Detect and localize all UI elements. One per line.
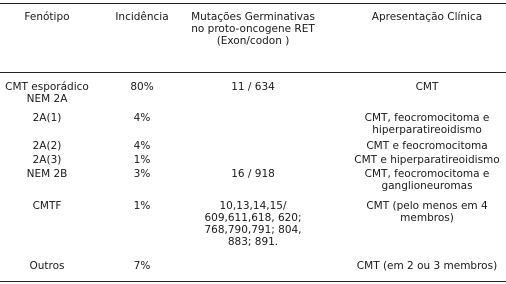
table-row-6-phenotype: CMTF [32, 200, 62, 212]
table-row-1-phenotype: CMT esporádico NEM 2A [5, 81, 89, 105]
table-row-7-incidence: 7% [133, 260, 151, 272]
table-row-5-mutations: 16 / 918 [231, 168, 275, 180]
table-row-1-incidence: 80% [130, 81, 154, 93]
table-row-4-incidence: 1% [133, 154, 151, 166]
table-top-rule [0, 3, 506, 4]
table-row-2-incidence: 4% [133, 112, 151, 124]
header-mutations: Mutações Germinativas no proto-oncogene RET (Exon/codon ) [191, 11, 315, 47]
table-row-5-incidence: 3% [133, 168, 151, 180]
table-bottom-rule [0, 281, 506, 282]
table-row-6-incidence: 1% [133, 200, 151, 212]
table-row-1-mutations: 11 / 634 [231, 81, 275, 93]
table-row-5-clinical: CMT, feocromocitoma e ganglioneuromas [364, 168, 490, 192]
table-row-7-phenotype: Outros [29, 260, 65, 272]
table-row-3-clinical: CMT e feocromocitoma [366, 140, 488, 152]
header-phenotype: Fenótipo [24, 11, 70, 23]
table-row-4-phenotype: 2A(3) [32, 154, 62, 166]
table-row-2-phenotype: 2A(1) [32, 112, 62, 124]
table-row-1-clinical: CMT [415, 81, 439, 93]
table-row-6-clinical: CMT (pelo menos em 4 membros) [366, 200, 488, 224]
table-row-3-phenotype: 2A(2) [32, 140, 62, 152]
header-incidence: Incidência [115, 11, 169, 23]
header-clinical: Apresentação Clínica [371, 11, 483, 23]
header-bottom-rule [0, 72, 506, 73]
table-row-6-mutations: 10,13,14,15/ 609,611,618, 620; 768,790,791; 804, 883; 891. [204, 200, 302, 248]
table-row-3-incidence: 4% [133, 140, 151, 152]
table-row-2-clinical: CMT, feocromocitoma e hiperparatireoidismo [364, 112, 490, 136]
table-row-4-clinical: CMT e hiperparatireoidismo [354, 154, 500, 166]
table-row-7-clinical: CMT (em 2 ou 3 membros) [356, 260, 498, 272]
table-row-5-phenotype: NEM 2B [26, 168, 68, 180]
